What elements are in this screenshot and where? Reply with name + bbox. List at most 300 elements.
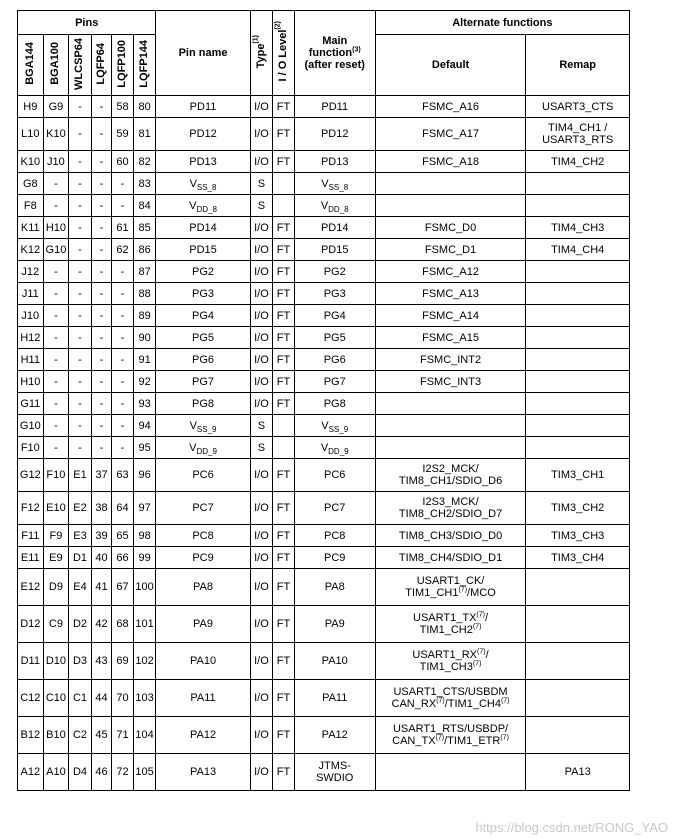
remap-function-cell (526, 195, 630, 217)
pin-bga144-cell: K12 (18, 239, 44, 261)
pin-bga100-cell: - (43, 305, 69, 327)
table-row (18, 492, 630, 525)
pin-bga100-cell: E9 (43, 547, 69, 569)
remap-header: Remap (526, 35, 630, 96)
io-level-cell: FT (273, 151, 295, 173)
table-row (18, 643, 630, 680)
type-cell: I/O (250, 547, 273, 569)
pin-bga144-cell: H9 (18, 96, 44, 118)
pin-bga144-cell: J11 (18, 283, 44, 305)
default-function-cell: TIM8_CH4/SDIO_D1 (375, 547, 526, 569)
table-row (18, 525, 630, 547)
pin-lqfp64-cell: - (91, 239, 111, 261)
pin-name-cell: PG5 (156, 327, 250, 349)
default-function-cell: USART1_CK/ TIM1_CH1$^{(7)}$/MCO (375, 569, 526, 606)
pin-name-cell: PA8 (156, 569, 250, 606)
table-row (18, 349, 630, 371)
io-level-cell: FT (273, 459, 295, 492)
pin-bga144-cell: H11 (18, 349, 44, 371)
pin-bga144-cell: J10 (18, 305, 44, 327)
table-row (18, 415, 630, 437)
type-cell: I/O (250, 96, 273, 118)
default-function-cell: I2S2_MCK/ TIM8_CH1/SDIO_D6 (375, 459, 526, 492)
pin-lqfp144-cell: 103 (133, 680, 156, 717)
main-function-cell: PD14 (294, 217, 375, 239)
pin-lqfp144-cell: 87 (133, 261, 156, 283)
pin-lqfp144-cell: 100 (133, 569, 156, 606)
type-cell: I/O (250, 151, 273, 173)
io-level-cell (273, 173, 295, 195)
pin-name-cell: PC7 (156, 492, 250, 525)
table-row (18, 261, 630, 283)
remap-function-cell (526, 327, 630, 349)
pin-lqfp144-cell: 102 (133, 643, 156, 680)
default-function-cell (375, 754, 526, 791)
pin-wlcsp64-cell: - (69, 261, 92, 283)
pin-wlcsp64-cell: - (69, 283, 92, 305)
type-cell: I/O (250, 349, 273, 371)
type-cell: I/O (250, 261, 273, 283)
default-function-cell: FSMC_A16 (375, 96, 526, 118)
main-function-cell: PG2 (294, 261, 375, 283)
type-cell: I/O (250, 118, 273, 151)
remap-function-cell: TIM4_CH3 (526, 217, 630, 239)
remap-function-cell: TIM3_CH4 (526, 547, 630, 569)
pin-lqfp100-cell: 59 (112, 118, 134, 151)
main-function-cell: PD11 (294, 96, 375, 118)
pin-wlcsp64-cell: C1 (69, 680, 92, 717)
pin-bga100-cell: - (43, 415, 69, 437)
main-function-cell: PG8 (294, 393, 375, 415)
pin-lqfp144-cell: 97 (133, 492, 156, 525)
pin-lqfp144-cell: 85 (133, 217, 156, 239)
pin-bga144-cell: D11 (18, 643, 44, 680)
main-function-cell: PA11 (294, 680, 375, 717)
default-function-cell: FSMC_A12 (375, 261, 526, 283)
pin-wlcsp64-cell: D3 (69, 643, 92, 680)
pin-lqfp100-cell: - (112, 195, 134, 217)
type-cell: I/O (250, 217, 273, 239)
pin-lqfp100-cell: 66 (112, 547, 134, 569)
pin-lqfp144-cell: 80 (133, 96, 156, 118)
pin-lqfp64-cell: 43 (91, 643, 111, 680)
pin-lqfp144-cell: 96 (133, 459, 156, 492)
bga100-header: BGA100 (43, 35, 69, 96)
table-row (18, 569, 630, 606)
pin-name-cell: PD15 (156, 239, 250, 261)
default-function-cell: FSMC_A14 (375, 305, 526, 327)
pin-wlcsp64-cell: - (69, 327, 92, 349)
default-function-cell: USART1_RX$^{(7)}$/ TIM1_CH3$^{(7)}$ (375, 643, 526, 680)
default-function-cell: TIM8_CH3/SDIO_D0 (375, 525, 526, 547)
main-function-cell: PA12 (294, 717, 375, 754)
pin-wlcsp64-cell: - (69, 217, 92, 239)
pin-name-cell: PA11 (156, 680, 250, 717)
pin-name-cell: PG8 (156, 393, 250, 415)
table-row (18, 118, 630, 151)
table-row (18, 283, 630, 305)
pin-lqfp64-cell: 45 (91, 717, 111, 754)
type-cell: I/O (250, 371, 273, 393)
type-cell: I/O (250, 680, 273, 717)
default-function-cell: FSMC_INT2 (375, 349, 526, 371)
pin-lqfp64-cell: - (91, 151, 111, 173)
pin-lqfp144-cell: 94 (133, 415, 156, 437)
pin-bga144-cell: K11 (18, 217, 44, 239)
pin-wlcsp64-cell: - (69, 118, 92, 151)
table-row (18, 606, 630, 643)
pin-bga144-cell: L10 (18, 118, 44, 151)
io-level-cell: FT (273, 569, 295, 606)
table-row (18, 393, 630, 415)
pin-lqfp144-cell: 95 (133, 437, 156, 459)
pin-name-cell: PD12 (156, 118, 250, 151)
pin-lqfp64-cell: - (91, 261, 111, 283)
remap-function-cell: TIM3_CH2 (526, 492, 630, 525)
type-cell: I/O (250, 305, 273, 327)
pin-bga144-cell: A12 (18, 754, 44, 791)
main-function-cell: PA10 (294, 643, 375, 680)
main-function-cell: PG6 (294, 349, 375, 371)
pin-lqfp100-cell: 64 (112, 492, 134, 525)
pin-lqfp64-cell: 38 (91, 492, 111, 525)
default-function-cell (375, 393, 526, 415)
default-function-cell: USART1_RTS/USBDP/ CAN_TX$^{(7)}$/TIM1_ETR$^{(7)}$ (375, 717, 526, 754)
pin-bga100-cell: D9 (43, 569, 69, 606)
pin-lqfp100-cell: - (112, 261, 134, 283)
io-level-cell: FT (273, 606, 295, 643)
pin-name-cell: PG3 (156, 283, 250, 305)
main-function-cell: $V_{DD\_8}$ (294, 195, 375, 217)
default-function-cell (375, 195, 526, 217)
pin-bga144-cell: G10 (18, 415, 44, 437)
pin-wlcsp64-cell: - (69, 151, 92, 173)
pin-lqfp144-cell: 84 (133, 195, 156, 217)
pin-bga144-cell: F8 (18, 195, 44, 217)
pin-wlcsp64-cell: - (69, 415, 92, 437)
pin-table (17, 10, 630, 791)
remap-function-cell (526, 569, 630, 606)
main-function-cell: JTMS- SWDIO (294, 754, 375, 791)
pin-name-cell: PA9 (156, 606, 250, 643)
io-level-cell: FT (273, 525, 295, 547)
main-function-header: Main function$^{(3)}$ (after reset) (294, 11, 375, 96)
type-cell: I/O (250, 283, 273, 305)
default-function-cell: FSMC_D1 (375, 239, 526, 261)
pin-lqfp64-cell: - (91, 217, 111, 239)
pin-lqfp144-cell: 99 (133, 547, 156, 569)
main-function-cell: PG5 (294, 327, 375, 349)
table-row (18, 717, 630, 754)
pin-lqfp100-cell: - (112, 371, 134, 393)
default-function-cell: USART1_TX$^{(7)}$/ TIM1_CH2$^{(7)}$ (375, 606, 526, 643)
pin-wlcsp64-cell: E2 (69, 492, 92, 525)
io-level-cell: FT (273, 283, 295, 305)
lqfp100-header: LQFP100 (112, 35, 134, 96)
table-row (18, 195, 630, 217)
type-header: Type$^{(1)}$ (250, 11, 273, 96)
io-level-cell: FT (273, 492, 295, 525)
pin-wlcsp64-cell: - (69, 305, 92, 327)
pin-lqfp64-cell: - (91, 118, 111, 151)
pin-bga100-cell: - (43, 371, 69, 393)
io-level-cell: FT (273, 643, 295, 680)
pin-bga144-cell: E11 (18, 547, 44, 569)
type-cell: I/O (250, 606, 273, 643)
io-level-cell: FT (273, 305, 295, 327)
pin-lqfp64-cell: 39 (91, 525, 111, 547)
watermark: https://blog.csdn.net/RONG_YAO (475, 820, 668, 835)
type-cell: I/O (250, 569, 273, 606)
pin-wlcsp64-cell: - (69, 437, 92, 459)
pin-lqfp64-cell: - (91, 437, 111, 459)
pin-name-cell: PD11 (156, 96, 250, 118)
remap-function-cell: TIM3_CH3 (526, 525, 630, 547)
table-row (18, 239, 630, 261)
type-cell: I/O (250, 525, 273, 547)
pin-lqfp64-cell: 40 (91, 547, 111, 569)
table-row (18, 151, 630, 173)
pin-lqfp100-cell: - (112, 283, 134, 305)
main-function-cell: PC7 (294, 492, 375, 525)
pin-name-cell: PA12 (156, 717, 250, 754)
pin-lqfp64-cell: 42 (91, 606, 111, 643)
type-cell: S (250, 415, 273, 437)
pin-name-cell: PC9 (156, 547, 250, 569)
io-level-cell: FT (273, 96, 295, 118)
pin-name-cell: PD13 (156, 151, 250, 173)
type-cell: I/O (250, 327, 273, 349)
pin-lqfp144-cell: 90 (133, 327, 156, 349)
pin-bga100-cell: C10 (43, 680, 69, 717)
pin-lqfp100-cell: 67 (112, 569, 134, 606)
io-level-cell: FT (273, 118, 295, 151)
main-function-cell: $V_{DD\_9}$ (294, 437, 375, 459)
pin-wlcsp64-cell: - (69, 239, 92, 261)
table-row (18, 327, 630, 349)
pin-wlcsp64-cell: - (69, 195, 92, 217)
table-row (18, 305, 630, 327)
pin-name-header: Pin name (156, 11, 250, 96)
default-function-cell: FSMC_A13 (375, 283, 526, 305)
table-row (18, 96, 630, 118)
io-level-cell: FT (273, 327, 295, 349)
default-function-cell: FSMC_D0 (375, 217, 526, 239)
main-function-cell: $V_{SS\_8}$ (294, 173, 375, 195)
pin-lqfp144-cell: 101 (133, 606, 156, 643)
pin-bga144-cell: H10 (18, 371, 44, 393)
remap-function-cell (526, 606, 630, 643)
pin-lqfp144-cell: 82 (133, 151, 156, 173)
type-cell: I/O (250, 754, 273, 791)
lqfp64-header: LQFP64 (91, 35, 111, 96)
main-function-cell: PD13 (294, 151, 375, 173)
pin-lqfp64-cell: 46 (91, 754, 111, 791)
pin-wlcsp64-cell: - (69, 393, 92, 415)
main-function-cell: PC6 (294, 459, 375, 492)
pin-lqfp64-cell: - (91, 195, 111, 217)
type-cell: I/O (250, 239, 273, 261)
pin-lqfp100-cell: 71 (112, 717, 134, 754)
pin-bga144-cell: J12 (18, 261, 44, 283)
pin-lqfp64-cell: 37 (91, 459, 111, 492)
io-level-cell: FT (273, 217, 295, 239)
main-function-cell: PC9 (294, 547, 375, 569)
pin-lqfp144-cell: 104 (133, 717, 156, 754)
default-function-cell (375, 173, 526, 195)
type-cell: I/O (250, 459, 273, 492)
remap-function-cell (526, 680, 630, 717)
type-cell: S (250, 173, 273, 195)
remap-function-cell: USART3_CTS (526, 96, 630, 118)
pin-lqfp100-cell: - (112, 393, 134, 415)
default-function-cell (375, 415, 526, 437)
pin-lqfp144-cell: 92 (133, 371, 156, 393)
main-function-cell: PA8 (294, 569, 375, 606)
pin-lqfp64-cell: - (91, 415, 111, 437)
pin-bga100-cell: - (43, 283, 69, 305)
main-function-cell: PD15 (294, 239, 375, 261)
pin-lqfp64-cell: - (91, 305, 111, 327)
pin-bga100-cell: J10 (43, 151, 69, 173)
pin-lqfp144-cell: 98 (133, 525, 156, 547)
pin-wlcsp64-cell: - (69, 173, 92, 195)
pin-lqfp144-cell: 88 (133, 283, 156, 305)
pin-wlcsp64-cell: - (69, 349, 92, 371)
pin-lqfp64-cell: - (91, 371, 111, 393)
io-level-cell: FT (273, 680, 295, 717)
default-function-cell: USART1_CTS/USBDM CAN_RX$^{(7)}$/TIM1_CH4$^{(7)}$ (375, 680, 526, 717)
pin-wlcsp64-cell: - (69, 96, 92, 118)
wlcsp64-header: WLCSP64 (69, 35, 92, 96)
pin-lqfp100-cell: - (112, 173, 134, 195)
main-function-cell: PC8 (294, 525, 375, 547)
table-row (18, 437, 630, 459)
pin-lqfp64-cell: - (91, 283, 111, 305)
pin-name-cell: $V_{SS\_9}$ (156, 415, 250, 437)
remap-function-cell (526, 717, 630, 754)
lqfp144-header: LQFP144 (133, 35, 156, 96)
pin-bga100-cell: G9 (43, 96, 69, 118)
pin-name-cell: $V_{DD\_9}$ (156, 437, 250, 459)
pin-bga100-cell: - (43, 349, 69, 371)
pin-bga100-cell: K10 (43, 118, 69, 151)
pin-bga144-cell: D12 (18, 606, 44, 643)
pin-name-cell: PG7 (156, 371, 250, 393)
pin-bga100-cell: - (43, 195, 69, 217)
pin-lqfp100-cell: 70 (112, 680, 134, 717)
pin-lqfp64-cell: - (91, 173, 111, 195)
pin-lqfp100-cell: 72 (112, 754, 134, 791)
main-function-cell: PA9 (294, 606, 375, 643)
pin-bga144-cell: K10 (18, 151, 44, 173)
pin-lqfp100-cell: 58 (112, 96, 134, 118)
table-row (18, 371, 630, 393)
remap-function-cell (526, 173, 630, 195)
pin-lqfp64-cell: - (91, 327, 111, 349)
pin-wlcsp64-cell: D4 (69, 754, 92, 791)
pin-bga100-cell: B10 (43, 717, 69, 754)
remap-function-cell: TIM3_CH1 (526, 459, 630, 492)
pin-bga100-cell: H10 (43, 217, 69, 239)
pin-name-cell: PC6 (156, 459, 250, 492)
pin-bga100-cell: - (43, 327, 69, 349)
io-level-cell: FT (273, 349, 295, 371)
type-cell: I/O (250, 717, 273, 754)
pin-name-cell: PA13 (156, 754, 250, 791)
table-row (18, 754, 630, 791)
io-level-cell (273, 437, 295, 459)
remap-function-cell: TIM4_CH1 / USART3_RTS (526, 118, 630, 151)
table-row (18, 680, 630, 717)
type-cell: I/O (250, 643, 273, 680)
io-level-cell: FT (273, 371, 295, 393)
pin-lqfp100-cell: - (112, 437, 134, 459)
pin-bga100-cell: - (43, 437, 69, 459)
pin-wlcsp64-cell: - (69, 371, 92, 393)
pin-lqfp64-cell: - (91, 393, 111, 415)
remap-function-cell (526, 643, 630, 680)
pin-wlcsp64-cell: C2 (69, 717, 92, 754)
table-row (18, 459, 630, 492)
pin-bga100-cell: D10 (43, 643, 69, 680)
io-level-cell (273, 415, 295, 437)
pin-name-cell: PC8 (156, 525, 250, 547)
pin-lqfp64-cell: - (91, 96, 111, 118)
pin-wlcsp64-cell: D1 (69, 547, 92, 569)
remap-function-cell (526, 415, 630, 437)
pin-name-cell: PD14 (156, 217, 250, 239)
pin-lqfp144-cell: 86 (133, 239, 156, 261)
pin-lqfp144-cell: 89 (133, 305, 156, 327)
io-level-cell: FT (273, 239, 295, 261)
io-level-cell: FT (273, 754, 295, 791)
default-function-cell: FSMC_INT3 (375, 371, 526, 393)
pin-lqfp100-cell: 62 (112, 239, 134, 261)
type-cell: I/O (250, 492, 273, 525)
main-function-cell: PG7 (294, 371, 375, 393)
pin-bga100-cell: E10 (43, 492, 69, 525)
type-cell: S (250, 437, 273, 459)
remap-function-cell (526, 349, 630, 371)
table-row (18, 547, 630, 569)
pin-lqfp100-cell: 60 (112, 151, 134, 173)
remap-function-cell: PA13 (526, 754, 630, 791)
io-level-cell: FT (273, 261, 295, 283)
main-function-cell: $V_{SS\_9}$ (294, 415, 375, 437)
pin-wlcsp64-cell: D2 (69, 606, 92, 643)
main-function-cell: PG4 (294, 305, 375, 327)
pin-bga144-cell: E12 (18, 569, 44, 606)
pin-lqfp64-cell: 41 (91, 569, 111, 606)
default-function-cell: FSMC_A17 (375, 118, 526, 151)
pin-bga100-cell: G10 (43, 239, 69, 261)
remap-function-cell (526, 261, 630, 283)
main-function-cell: PD12 (294, 118, 375, 151)
pin-bga144-cell: F12 (18, 492, 44, 525)
pin-bga100-cell: C9 (43, 606, 69, 643)
pin-lqfp100-cell: 63 (112, 459, 134, 492)
remap-function-cell: TIM4_CH2 (526, 151, 630, 173)
pin-bga144-cell: G12 (18, 459, 44, 492)
default-function-cell (375, 437, 526, 459)
pin-name-cell: PA10 (156, 643, 250, 680)
pin-table-body (18, 96, 630, 791)
remap-function-cell (526, 305, 630, 327)
pin-lqfp100-cell: - (112, 305, 134, 327)
pin-bga144-cell: C12 (18, 680, 44, 717)
pin-lqfp100-cell: 69 (112, 643, 134, 680)
